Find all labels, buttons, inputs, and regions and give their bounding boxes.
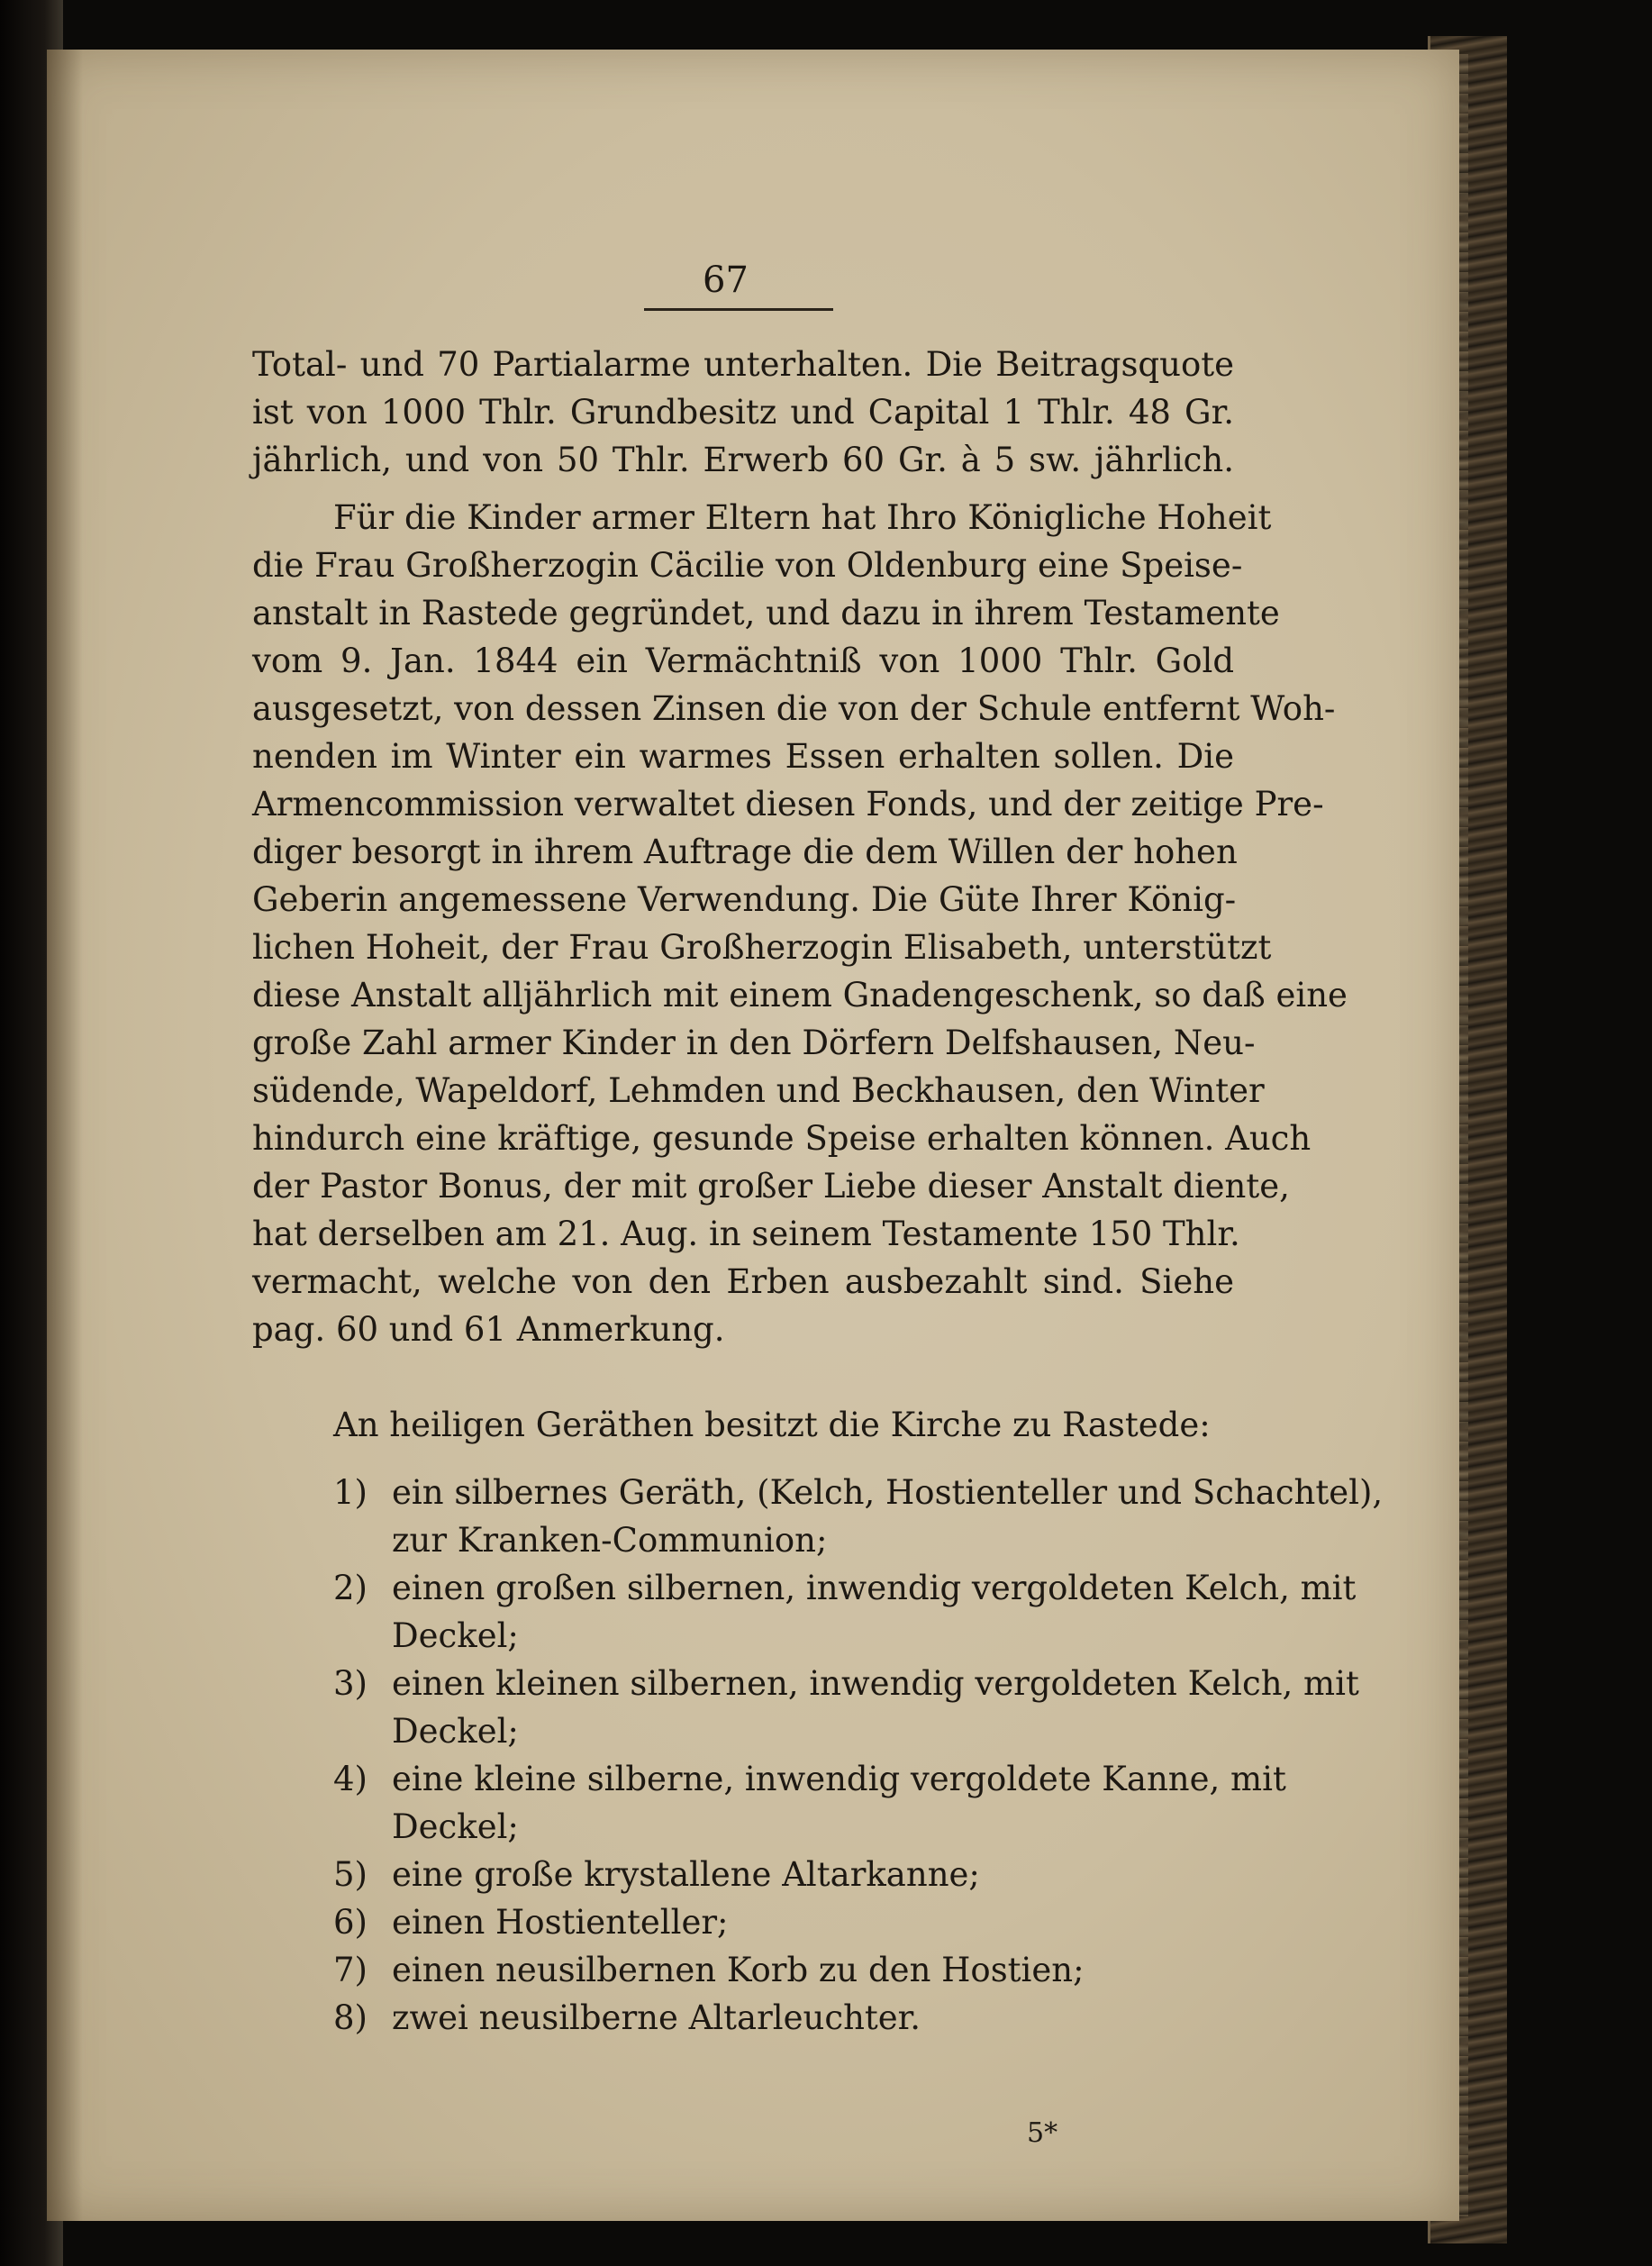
text-line: vermacht, welche von den Erben ausbezahlt sind. Siehe (252, 1262, 1234, 1301)
list-item-continuation (333, 1707, 1234, 1755)
list-item (333, 1564, 1357, 1612)
item-number: 4) (333, 1760, 368, 1798)
text-line: Armencommission verwaltet diesen Fonds, und der zeitige Pre- (252, 785, 1324, 824)
item-number: 7) (333, 1951, 368, 1989)
text-line: Geberin angemessene Verwendung. Die Güte Ihrer König- (252, 880, 1237, 919)
text-line: Total- und 70 Partialarme unterhalten. Die Beitragsquote (252, 345, 1234, 384)
text-line: Für die Kinder armer Eltern hat Ihro Königliche Hoheit (333, 498, 1272, 537)
text-line: pag. 60 und 61 Anmerkung. (252, 1310, 725, 1349)
item-number: 1) (333, 1473, 368, 1512)
item-text: zwei neusilberne Altarleuchter. (392, 1998, 921, 2037)
text-line: diger besorgt in ihrem Auftrage die dem Willen der hohen (252, 833, 1238, 871)
item-text: eine kleine silberne, inwendig vergoldete Kanne, mit (392, 1760, 1286, 1798)
text-line: ausgesetzt, von dessen Zinsen die von der Schule entfernt Woh- (252, 689, 1336, 728)
text-line: diese Anstalt alljährlich mit einem Gnadengeschenk, so daß eine (252, 976, 1348, 1015)
item-number: 5) (333, 1855, 368, 1894)
text-line: anstalt in Rastede gegründet, und dazu in ihrem Testamente (252, 594, 1280, 632)
item-text: zur Kranken-Communion; (392, 1521, 828, 1560)
numbered-list (333, 1469, 1384, 2042)
text-line: nenden im Winter ein warmes Essen erhalten sollen. Die (252, 737, 1234, 776)
text-line: lichen Hoheit, der Frau Großherzogin Elisabeth, unterstützt (252, 928, 1272, 967)
text-line: jährlich, und von 50 Thlr. Erwerb 60 Gr. à 5 sw. jährlich. (252, 441, 1234, 479)
text-line: vom 9. Jan. 1844 ein Vermächtniß von 1000 Thlr. Gold (252, 642, 1234, 680)
item-number: 6) (333, 1903, 368, 1942)
list-item (333, 1851, 1234, 1898)
page-number: 67 (703, 259, 749, 301)
text-line: der Pastor Bonus, der mit großer Liebe dieser Anstalt diente, (252, 1167, 1290, 1206)
list-item (333, 1946, 1234, 1994)
list-item (333, 1898, 1234, 1946)
item-text: eine große krystallene Altarkanne; (392, 1855, 980, 1894)
item-text: ein silbernes Geräth, (Kelch, Hostienteller und Schachtel), (392, 1473, 1384, 1512)
item-text: Deckel; (392, 1807, 519, 1846)
item-text: einen kleinen silbernen, inwendig vergoldeten Kelch, mit (392, 1664, 1359, 1703)
list-item-continuation (333, 1612, 1234, 1660)
item-text: Deckel; (392, 1616, 519, 1655)
header-rule (644, 308, 833, 311)
list-item (333, 1755, 1286, 1803)
text-line: ist von 1000 Thlr. Grundbesitz und Capital 1 Thlr. 48 Gr. (252, 393, 1234, 432)
text-line: hindurch eine kräftige, gesunde Speise erhalten können. Auch (252, 1119, 1312, 1158)
paragraph-1 (252, 341, 1234, 484)
item-number: 8) (333, 1998, 368, 2037)
text-line: südende, Wapeldorf, Lehmden und Beckhausen, den Winter (252, 1071, 1265, 1110)
list-heading: An heiligen Geräthen besitzt die Kirche zu Rastede: (333, 1406, 1211, 1444)
list-item-continuation (333, 1516, 1234, 1564)
signature-mark: 5* (1027, 2117, 1058, 2149)
text-line: die Frau Großherzogin Cäcilie von Oldenburg eine Speise- (252, 546, 1243, 585)
text-line: große Zahl armer Kinder in den Dörfern Delfshausen, Neu- (252, 1024, 1256, 1062)
list-item (333, 1660, 1359, 1707)
item-text: Deckel; (392, 1712, 519, 1751)
item-number: 3) (333, 1664, 368, 1703)
item-number: 2) (333, 1569, 368, 1607)
list-item-continuation (333, 1803, 1234, 1851)
paragraph-2 (252, 494, 1348, 1353)
list-item (333, 1994, 1234, 2042)
item-text: einen großen silbernen, inwendig vergoldeten Kelch, mit (392, 1569, 1357, 1607)
page-gutter (47, 50, 83, 2221)
text-line: hat derselben am 21. Aug. in seinem Testamente 150 Thlr. (252, 1215, 1240, 1253)
item-text: einen Hostienteller; (392, 1903, 729, 1942)
paragraph-3 (252, 1401, 1234, 1449)
list-item (333, 1469, 1384, 1516)
item-text: einen neusilbernen Korb zu den Hostien; (392, 1951, 1085, 1989)
